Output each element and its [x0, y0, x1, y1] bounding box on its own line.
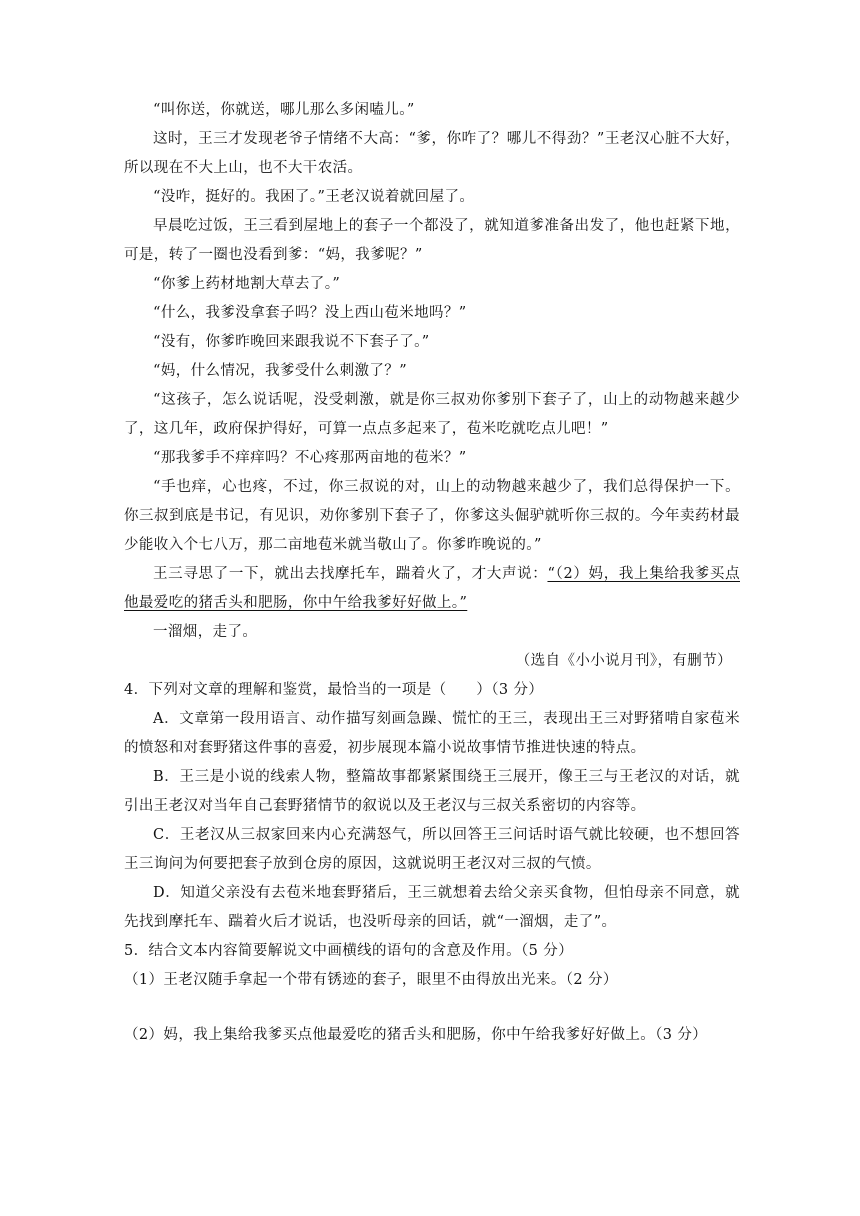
story-paragraph: “叫你送，你就送，哪儿那么多闲嗑儿。” [153, 102, 415, 118]
underlined-sentence: “（2）妈，我上集给我爹买点他最爱吃的猪舌头和肥肠，你中午给我爹好好做上。” [124, 566, 740, 611]
story-paragraph: “那我爹手不痒痒吗？不心疼那两亩地的苞米？” [153, 450, 467, 466]
question-5-part-1: （1）王老汉随手拿起一个带有锈迹的套子，眼里不由得放出光来。（2 分） [124, 972, 618, 988]
story-paragraph-underlined [124, 560, 740, 618]
document-body [124, 96, 740, 1050]
story-paragraph: “没有，你爹昨晚回来跟我说不下套子了。” [153, 334, 430, 350]
question-4-option-a: A．文章第一段用语言、动作描写刻画急躁、慌忙的王三，表现出王三对野猪啃自家苞米的愤怒和对套野猪这件事的喜爱，初步展现本篇小说故事情节推进快速的特点。 [124, 711, 740, 756]
story-paragraph: “这孩子，怎么说话呢，没受刺激，就是你三叔劝你爹别下套子了，山上的动物越来越少了，这几年，政府保护得好，可算一点点多起来了，苞米吃就吃点儿吧！” [124, 392, 740, 437]
question-5-stem: 5．结合文本内容简要解说文中画横线的语句的含意及作用。（5 分） [124, 943, 574, 959]
answer-space [124, 995, 740, 1021]
question-4-option-d: D．知道父亲没有去苞米地套野猪后，王三就想着去给父亲买食物，但怕母亲不同意，就先找到摩托车、踹着火后才说话，也没听母亲的回话，就“一溜烟，走了”。 [124, 885, 740, 930]
story-paragraph: 早晨吃过饭，王三看到屋地上的套子一个都没了，就知道爹准备出发了，他也赶紧下地，可是，转了一圈也没看到爹：“妈，我爹呢？” [124, 218, 740, 263]
story-paragraph: “什么，我爹没拿套子吗？没上西山苞米地吗？” [153, 305, 467, 321]
source-citation: （选自《小小说月刊》，有删节） [515, 653, 732, 669]
story-paragraph: 这时，王三才发现老爷子情绪不大高：“爹，你咋了？哪儿不得劲？”王老汉心脏不大好，所以现在不大上山，也不大干农活。 [124, 131, 740, 176]
question-4-option-c: C．王老汉从三叔家回来内心充满怒气，所以回答王三问话时语气就比较硬，也不想回答王三询问为何要把套子放到仓房的原因，这就说明王老汉对三叔的气愤。 [124, 827, 740, 872]
question-4-stem: 4．下列对文章的理解和鉴赏，最恰当的一项是（ ）（3 分） [124, 682, 544, 698]
story-paragraph: “没咋，挺好的。我困了。”王老汉说着就回屋了。 [153, 189, 475, 205]
question-5-part-2: （2）妈，我上集给我爹买点他最爱吃的猪舌头和肥肠，你中午给我爹好好做上。（3 分） [124, 1027, 708, 1043]
question-4-option-b: B．王三是小说的线索人物，整篇故事都紧紧围绕王三展开，像王三与王老汉的对话，就引出王老汉对当年自己套野猪情节的叙说以及王老汉与三叔关系密切的内容等。 [124, 769, 740, 814]
story-paragraph: “你爹上药材地割大草去了。” [153, 276, 341, 292]
story-paragraph: “手也痒，心也疼，不过，你三叔说的对，山上的动物越来越少了，我们总得保护一下。你三叔到底是书记，有见识，劝你爹别下套子了，你爹这头倔驴就听你三叔的。今年卖药材最少能收入个七八万，那二亩地苞米就当敬山了。你爹昨晚说的。” [124, 479, 740, 553]
story-paragraph: “妈，什么情况，我爹受什么刺激了？” [153, 363, 408, 379]
paragraph-lead-text: 王三寻思了一下，就出去找摩托车，踹着火了，才大声说： [153, 566, 548, 582]
story-paragraph: 一溜烟，走了。 [153, 624, 258, 640]
